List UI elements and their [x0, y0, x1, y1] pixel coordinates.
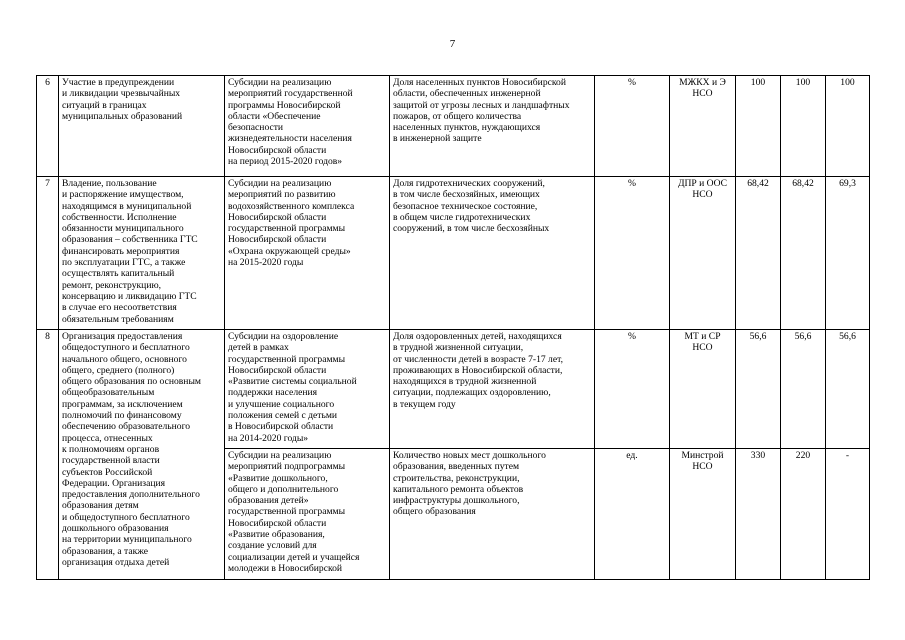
unit-cell: ед.	[595, 449, 670, 580]
indicator-cell: Доля гидротехнических сооружений, в том числе бесхозяйных, имеющих безопасное техническое состояние, в общем числе гидротехнических сооружений, в том числе бесхозяйных	[390, 177, 595, 330]
row-number: 8	[37, 330, 59, 580]
executor-cell: Минстрой НСО	[670, 449, 736, 580]
indicator-cell: Количество новых мест дошкольного образования, введенных путем строительства, реконструкции, капитального ремонта объектов инфраструктуры дошкольного, общего образования	[390, 449, 595, 580]
row-number: 7	[37, 177, 59, 330]
value-cell-3: 100	[826, 76, 870, 177]
indicators-table	[36, 75, 870, 580]
value-cell-1: 56,6	[736, 330, 781, 449]
value-cell-1: 100	[736, 76, 781, 177]
table-row	[37, 330, 870, 449]
executor-cell: ДПР и ООС НСО	[670, 177, 736, 330]
table-row	[37, 177, 870, 330]
value-cell-1: 330	[736, 449, 781, 580]
unit-cell: %	[595, 76, 670, 177]
value-cell-3: -	[826, 449, 870, 580]
subsidy-cell: Субсидии на реализацию мероприятий государственной программы Новосибирской области «Обеспечение безопасности жизнедеятельности населения Новосибирской области на период 2015-2020 годов»	[225, 76, 390, 177]
table-row	[37, 76, 870, 177]
subsidy-cell: Субсидии на реализацию мероприятий подпрограммы «Развитие дошкольного, общего и дополнительного образования детей» государственной программы Новосибирской области «Развитие образования, создание условий для социализации детей и учащейся молодежи в Новосибирской	[225, 449, 390, 580]
value-cell-2: 56,6	[781, 330, 826, 449]
value-cell-3: 69,3	[826, 177, 870, 330]
page-number: 7	[449, 38, 456, 50]
direction-cell: Участие в предупреждении и ликвидации чрезвычайных ситуаций в границах муниципальных образований	[59, 76, 225, 177]
value-cell-2: 68,42	[781, 177, 826, 330]
value-cell-2: 220	[781, 449, 826, 580]
executor-cell: МТ и СР НСО	[670, 330, 736, 449]
value-cell-3: 56,6	[826, 330, 870, 449]
value-cell-1: 68,42	[736, 177, 781, 330]
unit-cell: %	[595, 330, 670, 449]
subsidy-cell: Субсидии на реализацию мероприятий по развитию водохозяйственного комплекса Новосибирской области государственной программы Новосибирской области «Охрана окружающей среды» на 2015-2020 годы	[225, 177, 390, 330]
executor-cell: МЖКХ и Э НСО	[670, 76, 736, 177]
unit-cell: %	[595, 177, 670, 330]
direction-cell: Владение, пользование и распоряжение имуществом, находящимся в муниципальной собственности. Исполнение обязанности муниципального образования – собственника ГТС финансировать мероприятия по эксплуатации ГТС, а также осуществлять капитальный ремонт, реконструкцию, консервацию и ликвидацию ГТС в случае его несоответствия обязательным требованиям	[59, 177, 225, 330]
indicator-cell: Доля оздоровленных детей, находящихся в трудной жизненной ситуации, от численности детей в возрасте 7-17 лет, проживающих в Новосибирской области, находящихся в трудной жизненной ситуации, подлежащих оздоровлению, в текущем году	[390, 330, 595, 449]
indicator-cell: Доля населенных пунктов Новосибирской области, обеспеченных инженерной защитой от угрозы лесных и ландшафтных пожаров, от общего количества населенных пунктов, нуждающихся в инженерной защите	[390, 76, 595, 177]
subsidy-cell: Субсидии на оздоровление детей в рамках государственной программы Новосибирской области «Развитие системы социальной поддержки населения и улучшение социального положения семей с детьми в Новосибирской области на 2014-2020 годы»	[225, 330, 390, 449]
direction-cell: Организация предоставления общедоступного и бесплатного начального общего, основного общего, среднего (полного) общего образования по основным общеобразовательным программам, за исключением полномочий по финансовому обеспечению образовательного процесса, отнесенных к полномочиям органов государственной власти субъектов Российской Федерации. Организация предоставления дополнительного образования детям и общедоступного бесплатного дошкольного образования на территории муниципального образования, а также организация отдыха детей	[59, 330, 225, 580]
row-number: 6	[37, 76, 59, 177]
value-cell-2: 100	[781, 76, 826, 177]
